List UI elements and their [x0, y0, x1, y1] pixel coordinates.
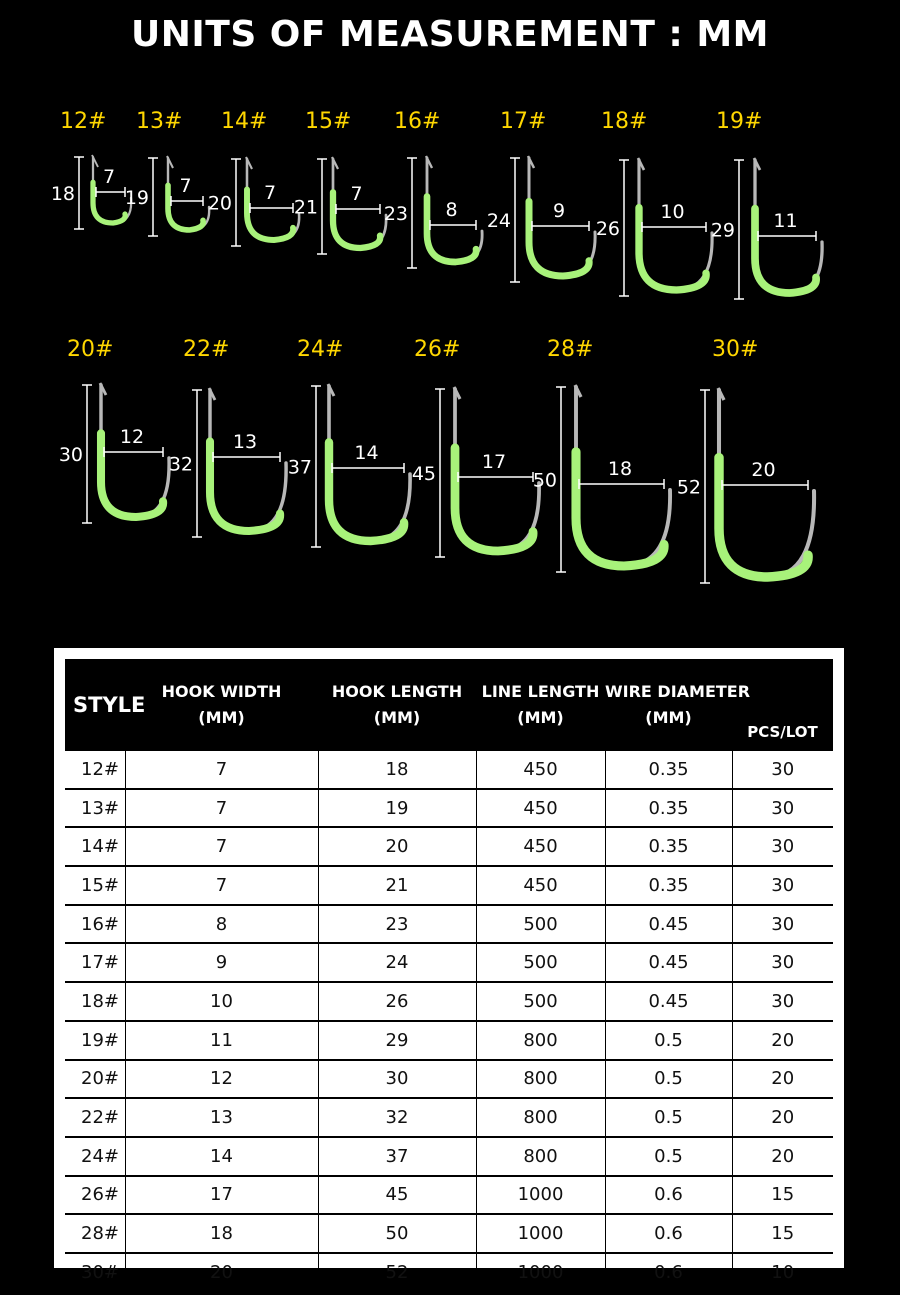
hook-width-value: 7 [179, 175, 192, 197]
hook-wire [101, 385, 169, 517]
table-cell: 10 [732, 1253, 833, 1291]
table-cell: 30 [732, 789, 833, 828]
table-cell: 800 [476, 1137, 605, 1176]
hook-figure [208, 109, 299, 246]
hook-width-value: 20 [751, 459, 776, 481]
hook-width-value: 14 [354, 442, 379, 464]
hook-size-label: 17# [500, 109, 547, 134]
hook-size-label: 12# [60, 109, 107, 134]
hook-wire [639, 160, 712, 290]
table-cell: 500 [476, 905, 605, 944]
table-cell: 20 [732, 1060, 833, 1099]
table-cell: 37 [318, 1137, 476, 1176]
hook-size-label: 28# [547, 337, 594, 362]
hook-size-label: 24# [297, 337, 344, 362]
table-cell: 7 [125, 866, 318, 905]
hook-length-value: 20 [207, 192, 232, 215]
table-cell: 1000 [476, 1253, 605, 1291]
table-cell: 29 [318, 1021, 476, 1060]
hook-width-value: 11 [773, 210, 798, 232]
table-cell: 0.5 [605, 1098, 732, 1137]
table-cell: 450 [476, 827, 605, 866]
table-cell: 450 [476, 789, 605, 828]
hook-length-value: 23 [383, 203, 408, 225]
table-row [65, 866, 833, 905]
table-cell: 30 [732, 866, 833, 905]
table-cell: 21 [318, 866, 476, 905]
hook-figure [169, 337, 286, 537]
table-cell: 24 [318, 943, 476, 982]
hook-glow-coating [210, 441, 280, 531]
column-header-line2: (MM) [373, 708, 421, 727]
hook-length-value: 32 [168, 453, 193, 476]
hook-length-value: 37 [287, 456, 312, 479]
hook-wire [210, 390, 286, 531]
table-row [65, 1060, 833, 1099]
hook-length-value: 21 [293, 196, 318, 219]
hook-size-diagram [0, 0, 900, 640]
hook-length-value: 50 [532, 469, 557, 492]
table-cell: 0.45 [605, 982, 732, 1021]
table-cell: 26 [318, 982, 476, 1021]
table-cell: 14# [65, 827, 125, 866]
hook-length-value: 19 [124, 187, 149, 209]
table-cell: 0.45 [605, 905, 732, 944]
hook-glow-coating [93, 182, 125, 223]
hook-size-label: 22# [183, 337, 230, 362]
table-cell: 0.5 [605, 1060, 732, 1099]
hook-figure [384, 109, 482, 268]
table-cell: 0.6 [605, 1253, 732, 1291]
hook-length-value: 52 [676, 476, 701, 499]
hook-figure [596, 109, 712, 296]
table-cell: 450 [476, 866, 605, 905]
table-cell: 15# [65, 866, 125, 905]
table-cell: 20# [65, 1060, 125, 1099]
hook-size-label: 15# [305, 109, 352, 134]
hook-size-label: 16# [394, 109, 441, 134]
column-header [318, 659, 476, 751]
hook-figure [59, 337, 169, 523]
table-cell: 0.45 [605, 943, 732, 982]
hook-wire [719, 390, 814, 577]
table-cell: 9 [125, 943, 318, 982]
hook-length-value: 26 [595, 218, 620, 240]
hook-length-value: 45 [411, 463, 436, 485]
table-cell: 24# [65, 1137, 125, 1176]
hook-width-value: 10 [660, 201, 685, 223]
hook-figure [294, 109, 386, 254]
table-cell: 30 [732, 982, 833, 1021]
table-cell: 0.35 [605, 827, 732, 866]
table-cell: 18 [125, 1214, 318, 1253]
table-cell: 30 [732, 827, 833, 866]
hook-width-value: 12 [119, 426, 145, 448]
table-cell: 45 [318, 1176, 476, 1215]
table-body [65, 751, 833, 1291]
column-header [732, 659, 833, 751]
hook-width-value: 9 [552, 200, 566, 222]
table-cell: 17# [65, 943, 125, 982]
table-cell: 8 [125, 905, 318, 944]
table-header-row [65, 659, 833, 751]
hook-figure [533, 337, 670, 572]
page-title: UNITS OF MEASUREMENT : MM [131, 14, 769, 55]
table-cell: 800 [476, 1060, 605, 1099]
column-header-line1: HOOK LENGTH [331, 682, 463, 701]
table-cell: 15 [732, 1176, 833, 1215]
hook-size-label: 14# [221, 109, 268, 134]
table-cell: 30 [732, 751, 833, 789]
table-cell: 15 [732, 1214, 833, 1253]
table-cell: 23 [318, 905, 476, 944]
table-cell: 800 [476, 1098, 605, 1137]
table-cell: 20 [732, 1021, 833, 1060]
column-header-line1: PCS/LOT [747, 723, 818, 741]
hook-figure [487, 109, 595, 282]
table-cell: 7 [125, 751, 318, 789]
hook-size-label: 20# [67, 337, 114, 362]
hook-length-value: 18 [50, 183, 75, 205]
table-cell: 11 [125, 1021, 318, 1060]
table-cell: 30 [318, 1060, 476, 1099]
table-cell: 30 [732, 943, 833, 982]
table-cell: 7 [125, 789, 318, 828]
table-cell: 7 [125, 827, 318, 866]
hook-width-value: 13 [232, 431, 258, 453]
column-header-line1: LINE LENGTH [481, 682, 600, 701]
table-cell: 19# [65, 1021, 125, 1060]
table-cell: 14 [125, 1137, 318, 1176]
table-row [65, 905, 833, 944]
hook-figure [51, 109, 131, 229]
column-header [125, 659, 318, 751]
hook-size-label: 13# [136, 109, 183, 134]
table-row [65, 1176, 833, 1215]
table-cell: 0.35 [605, 789, 732, 828]
table-cell: 20 [732, 1137, 833, 1176]
hook-figure [711, 109, 822, 299]
column-header [476, 659, 605, 751]
hook-size-label: 18# [601, 109, 648, 134]
hook-width-value: 7 [102, 166, 116, 188]
table-cell: 1000 [476, 1176, 605, 1215]
table-cell: 22# [65, 1098, 125, 1137]
table-cell: 32 [318, 1098, 476, 1137]
table-row [65, 1137, 833, 1176]
table-cell: 26# [65, 1176, 125, 1215]
hook-figure [125, 109, 209, 236]
table-cell: 800 [476, 1021, 605, 1060]
table-row [65, 827, 833, 866]
table-cell: 0.35 [605, 751, 732, 789]
column-header-line2: (MM) [198, 708, 245, 727]
table-cell: 0.5 [605, 1137, 732, 1176]
table-cell: 10 [125, 982, 318, 1021]
table-row [65, 982, 833, 1021]
table-cell: 500 [476, 943, 605, 982]
table-cell: 13# [65, 789, 125, 828]
table-cell: 0.35 [605, 866, 732, 905]
hook-figure [288, 337, 410, 547]
column-header [605, 659, 751, 751]
spec-table [65, 659, 833, 1291]
table-cell: 52 [318, 1253, 476, 1291]
column-header [65, 659, 146, 751]
table-row [65, 1021, 833, 1060]
hook-width-value: 7 [263, 182, 277, 204]
table-cell: 0.6 [605, 1214, 732, 1253]
column-header-line1: WIRE DIAMETER [605, 682, 751, 701]
table-cell: 13 [125, 1098, 318, 1137]
table-row [65, 1253, 833, 1291]
hook-width-value: 18 [607, 458, 633, 480]
hook-size-label: 19# [716, 109, 763, 134]
column-header-line2: (MM) [645, 708, 692, 727]
table-cell: 16# [65, 905, 125, 944]
table-cell: 19 [318, 789, 476, 828]
table-cell: 20 [732, 1098, 833, 1137]
hook-width-value: 7 [350, 183, 363, 205]
table-cell: 12# [65, 751, 125, 789]
table-cell: 0.6 [605, 1176, 732, 1215]
spec-table-panel [54, 648, 844, 1283]
hook-size-label: 30# [712, 337, 759, 362]
table-cell: 450 [476, 751, 605, 789]
table-cell: 0.5 [605, 1021, 732, 1060]
column-header-line2: (MM) [517, 708, 564, 727]
table-cell: 28# [65, 1214, 125, 1253]
table-cell: 18 [318, 751, 476, 789]
hook-width-value: 8 [445, 199, 458, 221]
table-row [65, 751, 833, 789]
hook-figure [677, 337, 814, 583]
column-header-line1: STYLE [73, 693, 146, 717]
hook-length-value: 30 [58, 444, 83, 466]
column-header-line1: HOOK WIDTH [161, 682, 282, 701]
table-cell: 20 [318, 827, 476, 866]
hook-length-value: 24 [486, 210, 511, 232]
table-cell: 18# [65, 982, 125, 1021]
table-cell: 12 [125, 1060, 318, 1099]
table-row [65, 1098, 833, 1137]
hook-figure [412, 337, 539, 557]
table-cell: 1000 [476, 1214, 605, 1253]
table-cell: 30# [81, 1261, 119, 1283]
table-row [65, 789, 833, 828]
hook-size-label: 26# [414, 337, 461, 362]
table-row [65, 943, 833, 982]
hook-width-value: 17 [481, 451, 507, 473]
table-cell: 17 [125, 1176, 318, 1215]
table-cell: 20 [125, 1253, 318, 1291]
table-cell: 30 [732, 905, 833, 944]
table-cell: 500 [476, 982, 605, 1021]
table-row [65, 1214, 833, 1253]
table-cell: 50 [318, 1214, 476, 1253]
hook-length-value: 29 [710, 219, 735, 242]
